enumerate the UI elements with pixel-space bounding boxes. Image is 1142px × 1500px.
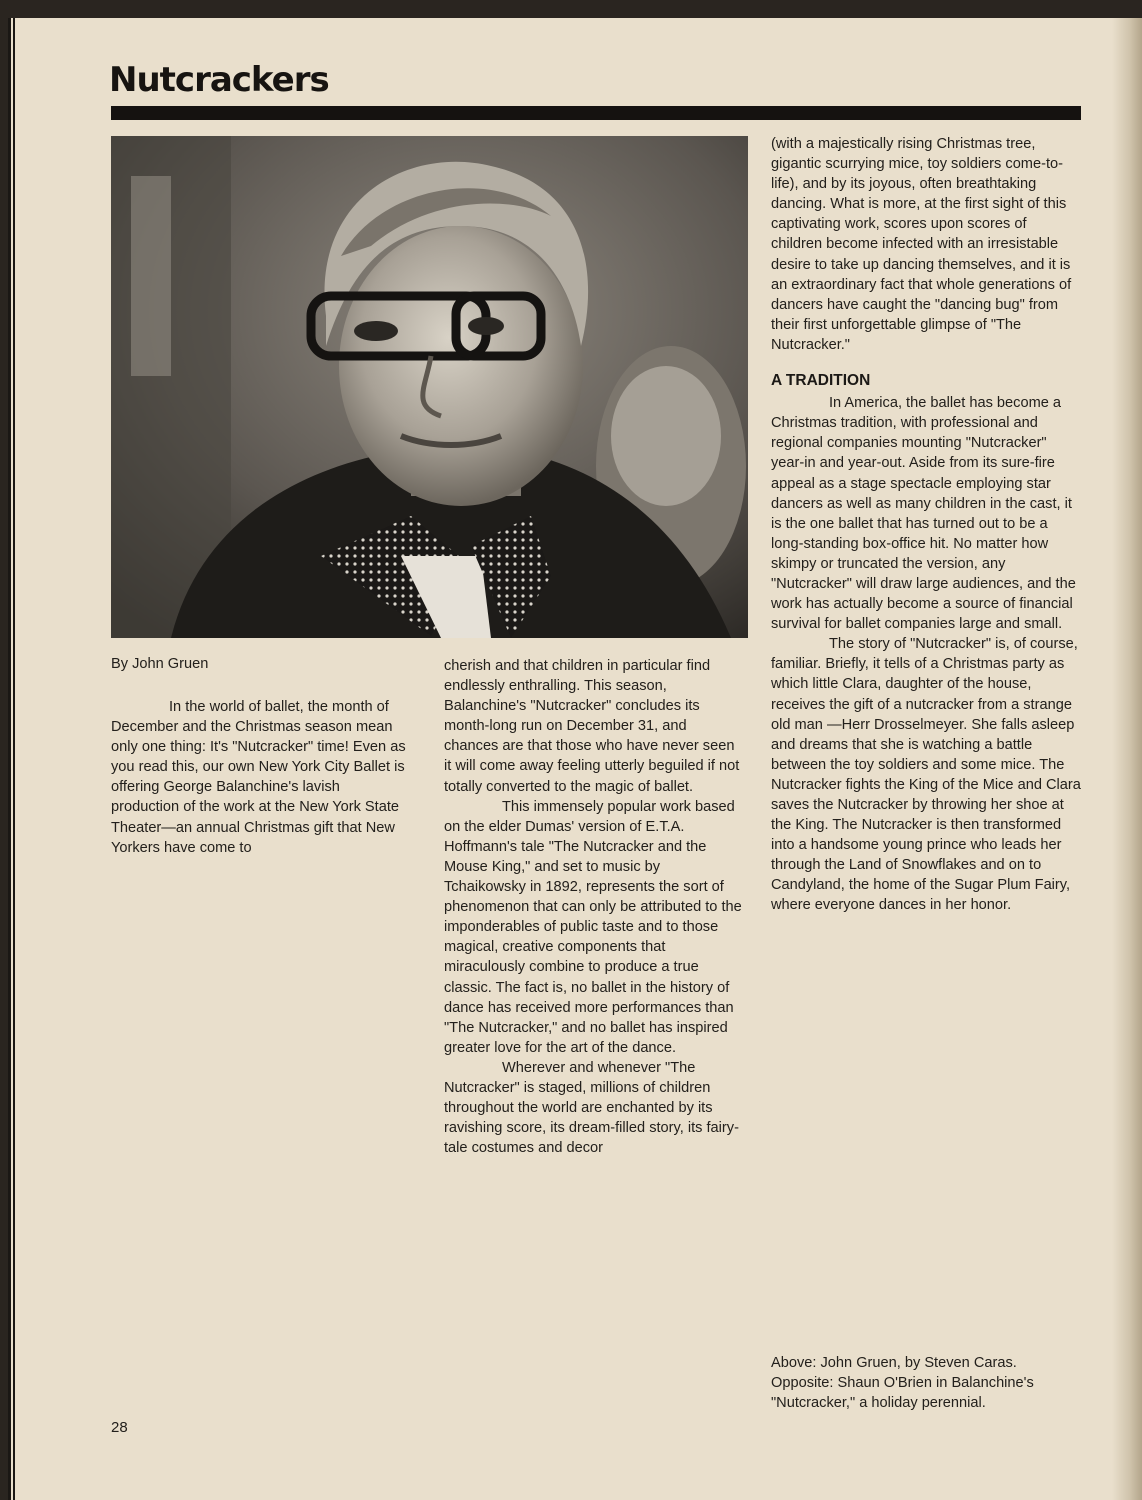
paragraph: This immensely popular work based on the elder Dumas' version of E.T.A. Hoffmann's tale "The Nutcracker and the Mouse King," and set to music by Tchaikowsky in 1892, represents the sort of phenomenon that can only be attributed to the imponderables of public taste and to those magical, creative components that miraculously combine to produce a true classic. The fact is, no ballet in the history of dance has received more performances than "The Nutcracker," and no ballet has inspired greater love for the art of the dance. — [444, 798, 742, 1056]
article-column-2 — [444, 656, 744, 1158]
magazine-page — [8, 18, 1142, 1500]
paragraph: In America, the ballet has become a Christmas tradition, with professional and regional companies mounting "Nutcracker" year-in and year-out. Aside from its sure-fire appeal as a stage spectacle employing star dancers as well as many children in the cast, it is the one ballet that has turned out to be a long-standing box-office hit. No matter how skimpy or truncated the version, any "Nutcracker" will draw large audiences, and the work has actually become a source of financial survival for ballet companies large and small. — [771, 395, 1076, 633]
title-rule — [111, 106, 1081, 120]
page-title: Nutcrackers — [109, 60, 329, 100]
paragraph: Wherever and whenever "The Nutcracker" is staged, millions of children throughout the world are enchanted by its ravishing score, its dream-filled story, its fairy-tale costumes and decor — [444, 1059, 739, 1157]
portrait-photo-illustration — [111, 136, 748, 638]
byline: By John Gruen — [111, 656, 209, 672]
paragraph: The story of "Nutcracker" is, of course, familiar. Briefly, it tells of a Christmas party as which little Clara, daughter of the house, receives the gift of a nutcracker from a strange old man —Herr Drosselmeyer. She falls asleep and dreams that she is watching a battle between the toy soldiers and some mice. The Nutcracker fights the King of the Mice and Clara saves the Nutcracker by throwing her shoe at the King. The Nutcracker is then transformed into a handsome young prince who leads her through the Land of Snowflakes and on to Candyland, the home of the Sugar Plum Fairy, where everyone dances in her honor. — [771, 636, 1081, 914]
photo-caption — [771, 1353, 1081, 1413]
paragraph: In the world of ballet, the month of December and the Christmas season mean only one thing: It's "Nutcracker" time! Even as you read this, our own New York City Ballet is offering George Balanchine's lavish production of the work at the New York State Theater—an annual Christmas gift that New Yorkers have come to — [111, 699, 406, 856]
article-column-1 — [111, 697, 411, 858]
paragraph: cherish and that children in particular find endlessly enthralling. This season, Balanchine's "Nutcracker" concludes its month-long run on December 31, and chances are that those who have never seen it will come away feeling utterly beguiled if not totally converted to the magic of ballet. — [444, 658, 740, 795]
page-number: 28 — [111, 1419, 128, 1436]
caption-line: Above: John Gruen, by Steven Caras. — [771, 1355, 1017, 1371]
portrait-photo — [111, 136, 748, 638]
paragraph: (with a majestically rising Christmas tree, gigantic scurrying mice, toy soldiers come-to-life), and by its joyous, often breathtaking dancing. What is more, at the first sight of this captivating work, scores upon scores of children become infected with an irresistable desire to take up dancing themselves, and it is an extraordinary fact that whole generations of dancers have caught the "dancing bug" from their first unforgettable glimpse of "The Nutcracker." — [771, 136, 1072, 353]
caption-line: Opposite: Shaun O'Brien in Balanchine's "Nutcracker," a holiday perennial. — [771, 1375, 1034, 1412]
section-subhead: A TRADITION — [771, 372, 871, 390]
article-column-3 — [771, 134, 1081, 916]
